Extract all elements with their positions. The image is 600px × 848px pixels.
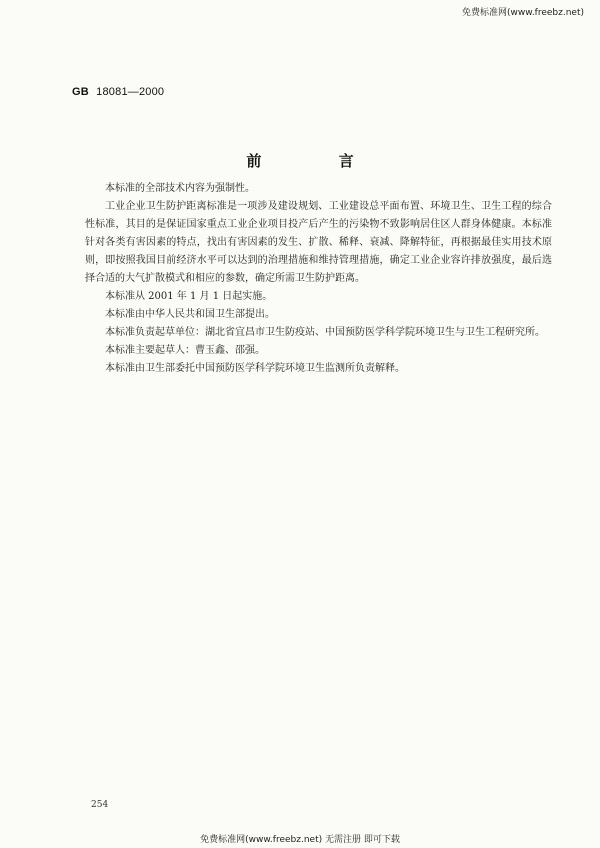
paragraph-purpose: 工业企业卫生防护距离标准是一项涉及建设规划、工业建设总平面布置、环境卫生、卫生工程的综合性标准，其目的是保证国家重点工业企业项目投产后产生的污染物不致影响居住区人群身体健康。本标准针对各类有害因素的特点，找出有害因素的发生、扩散、稀释、衰减、降解特征，再根据最佳实用技术原则，即按照我国目前经济水平可以达到的治理措施和维持管理措施，确定工业企业容许排放强度，最后选择合适的大气扩散模式和相应的参数，确定所需卫生防护距离。	[85, 201, 552, 284]
header-watermark: 免费标准网(www.freebz.net)	[462, 8, 584, 18]
paragraph-drafting-units: 本标准负责起草单位：湖北省宜昌市卫生防疫站、中国预防医学科学院环境卫生与卫生工程研究所。	[105, 327, 545, 338]
footer-watermark: 免费标准网(www.freebz.net) 无需注册 即可下载	[200, 835, 400, 845]
page-title: 前 言	[246, 152, 390, 170]
standard-prefix: GB	[72, 86, 89, 98]
standard-number: 18081—2000	[96, 86, 165, 98]
standard-code	[72, 86, 164, 98]
paragraph-interpretation: 本标准由卫生部委托中国预防医学科学院环境卫生监测所负责解释。	[105, 363, 405, 374]
paragraph-effective-date: 本标准从 2001 年 1 月 1 日起实施。	[105, 291, 273, 302]
foreword-body	[85, 180, 552, 378]
paragraph-drafters: 本标准主要起草人：曹玉鑫、邵强。	[105, 345, 265, 356]
paragraph-proposer: 本标准由中华人民共和国卫生部提出。	[105, 309, 275, 320]
page-number: 254	[91, 800, 109, 810]
paragraph-mandatory: 本标准的全部技术内容为强制性。	[105, 183, 255, 194]
